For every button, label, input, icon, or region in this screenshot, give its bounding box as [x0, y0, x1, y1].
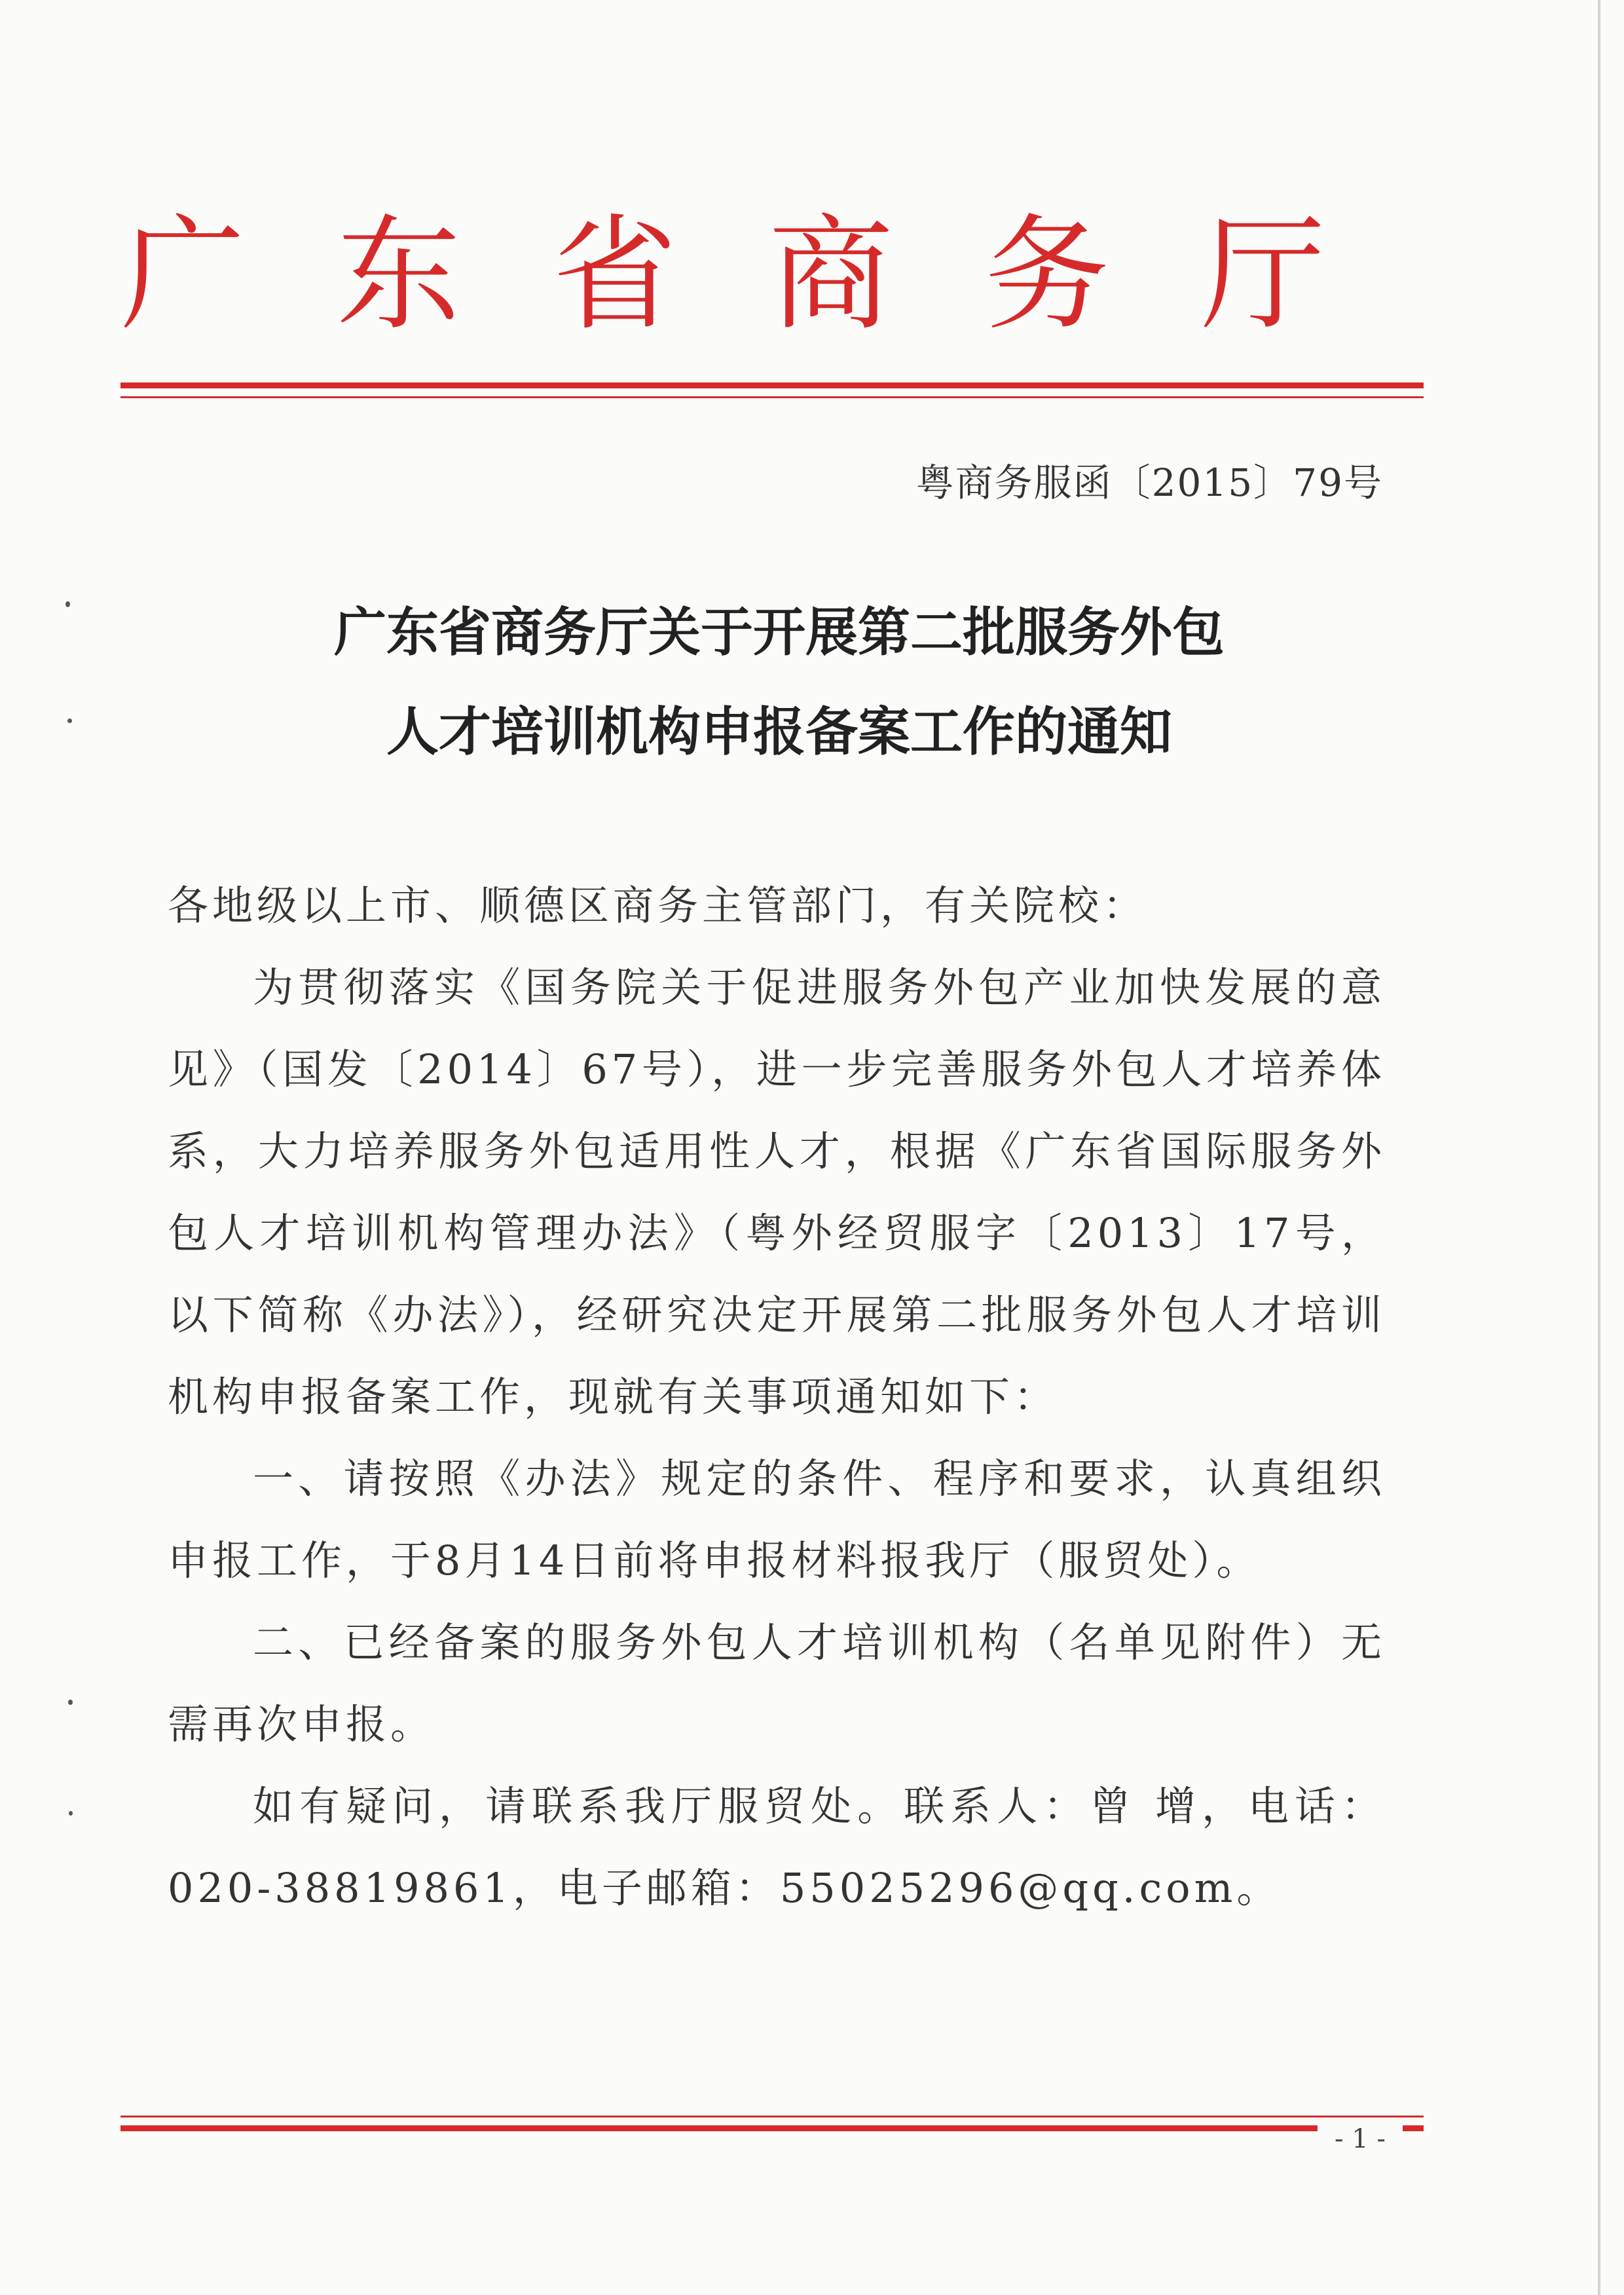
body-paragraph: 一、请按照《办法》规定的条件、程序和要求，认真组织申报工作，于8月14日前将申报材料报我厅（服贸处）。 [168, 1455, 1386, 1584]
scan-speck [67, 718, 72, 723]
letterhead-char: 广 [120, 202, 246, 347]
footer-rule-thin [120, 2116, 1424, 2118]
letterhead-char: 务 [984, 202, 1109, 347]
letterhead-char: 省 [552, 202, 677, 347]
salutation: 各地级以上市、顺德区商务主管部门，有关院校： [168, 882, 1148, 929]
scan-edge [1598, 0, 1600, 2295]
document-title-line-2: 人才培训机构申报备案工作的通知 [386, 701, 1172, 762]
body-paragraph: 为贯彻落实《国务院关于促进服务外包产业加快发展的意见》（国发〔2014〕67号），进一步完善服务外包人才培养体系，大力培养服务外包适用性人才，根据《广东省国际服务外包人才培训机构管理办法》（粤外经贸服字〔2013〕17号，以下简称《办法》），经研究决定开展第二批服务外包人才培训机构申报备案工作，现就有关事项通知如下： [168, 963, 1386, 1421]
letterhead-char: 东 [336, 202, 461, 347]
document-body [168, 865, 1386, 1929]
body-paragraph: 二、已经备案的服务外包人才培训机构（名单见附件）无需再次申报。 [168, 1618, 1386, 1748]
page-number: - 1 - [1318, 2121, 1403, 2157]
body-paragraph: 如有疑问，请联系我厅服贸处。联系人：曾 增，电话：020-38819861，电子邮箱：55025296@qq.com。 [168, 1782, 1386, 1912]
scan-speck [65, 601, 70, 607]
letterhead-char: 商 [768, 202, 893, 347]
document-title [170, 583, 1388, 782]
scan-speck [69, 1811, 73, 1816]
letterhead-rule-thick [120, 382, 1424, 388]
document-title-line-1: 广东省商务厅关于开展第二批服务外包 [334, 602, 1225, 663]
document-number: 粤商务服函〔2015〕79号 [915, 460, 1383, 505]
letterhead-rule-thin [120, 396, 1424, 398]
letterhead-org-name [120, 196, 1325, 354]
letterhead-char: 厅 [1200, 202, 1325, 347]
scan-speck [68, 1700, 73, 1705]
footer-rule-thick [120, 2125, 1424, 2131]
